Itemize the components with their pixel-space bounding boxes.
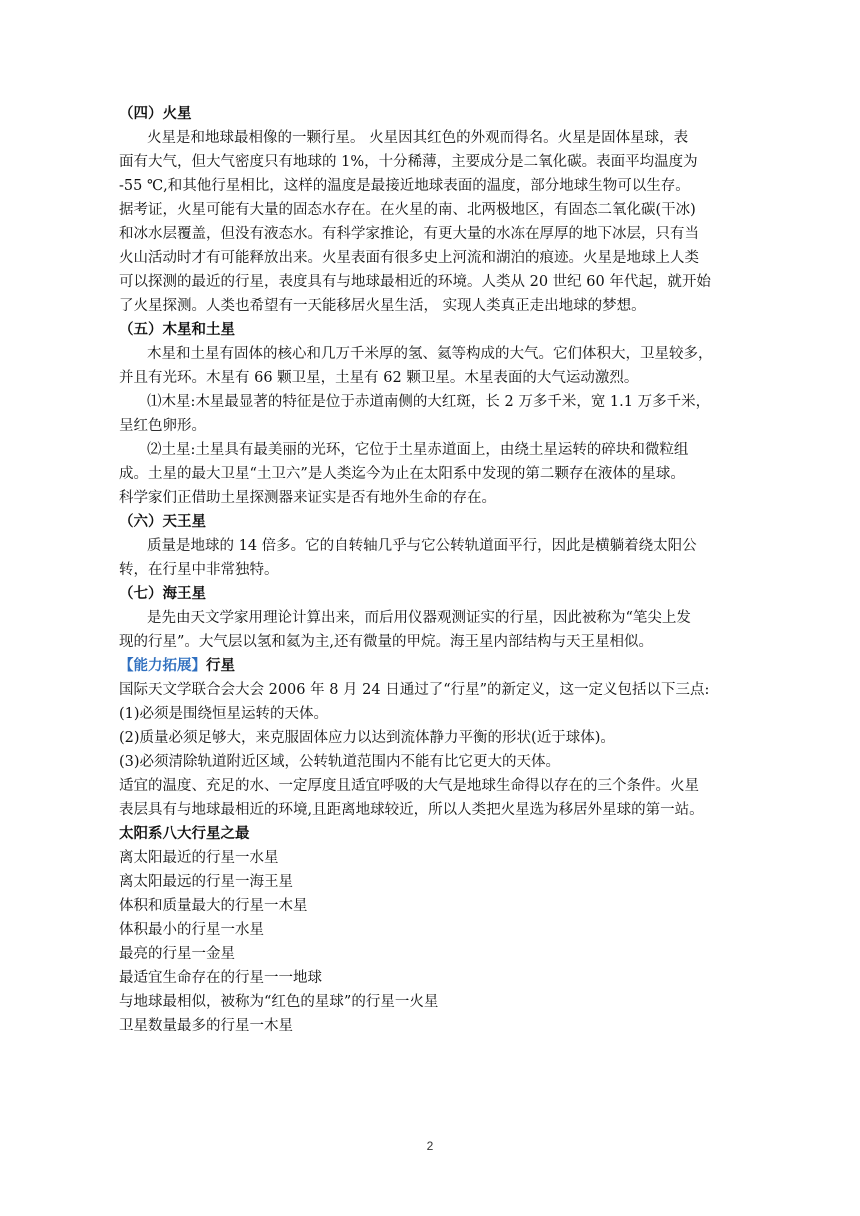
paragraph-line: 面有大气，但大气密度只有地球的 1%，十分稀薄，主要成分是二氧化碳。表面平均温度为 [119,154,698,170]
list-item: 离太阳最远的行星一海王星 [119,874,293,890]
paragraph-line: 并且有光环。木星有 66 颗卫星，土星有 62 颗卫星。木星表面的大气运动激烈。 [119,370,639,386]
paragraph-line: 是先由天文学家用理论计算出来，而后用仪器观测证实的行星，因此被称为“笔尖上发 [147,610,691,626]
paragraph-line: 成。土星的最大卫星“土卫六”是人类迄今为止在太阳系中发现的第二颗存在液体的星球。 [119,466,685,482]
paragraph-line: 现的行星”。大气层以氢和氦为主,还有微量的甲烷。海王星内部结构与天王星相似。 [119,634,654,650]
section-heading-superlatives: 太阳系八大行星之最 [119,826,250,842]
section-heading-extension [119,654,747,678]
paragraph-line: 科学家们正借助土星探测器来证实是否有地外生命的存在。 [119,490,496,506]
paragraph-line: 转，在行星中非常独特。 [119,562,279,578]
paragraph-line: 表层具有与地球最相近的环境,且距离地球较近，所以人类把火星选为移居外星球的第一站。 [119,802,704,818]
paragraph-line: 适宜的温度、充足的水、一定厚度且适宜呼吸的大气是地球生命得以存在的三个条件。火星 [119,778,699,794]
paragraph-line: 火山活动时才有可能释放出来。火星表面有很多史上河流和湖泊的痕迹。火星是地球上人类 [119,250,699,266]
paragraph-line: 据考证，火星可能有大量的固态水存在。在火星的南、北两极地区，有固态二氧化碳(干冰) [119,202,696,218]
paragraph-line: 了火星探测。人类也希望有一天能移居火星生活， 实现人类真正走出地球的梦想。 [119,298,646,314]
list-item: 卫星数量最多的行星一木星 [119,1018,293,1034]
paragraph-line: 质量是地球的 14 倍多。它的自转轴几乎与它公转轨道面平行，因此是横躺着绕太阳公 [147,538,697,554]
page-number: 2 [426,1139,434,1153]
list-item: 体积最小的行星一水星 [119,922,264,938]
list-item: 体积和质量最大的行星一木星 [119,898,308,914]
extension-tag: 【能力拓展】 [119,658,206,674]
list-item: 最亮的行星一金星 [119,946,235,962]
section-heading-neptune: （七）海王星 [119,586,206,602]
section-heading-mars: （四）火星 [119,106,192,122]
list-item: 离太阳最近的行星一水星 [119,850,279,866]
paragraph-line: 火星是和地球最相像的一颗行星。 火星因其红色的外观而得名。火星是固体星球，表 [147,130,689,146]
list-item: (2)质量必须足够大，来克服固体应力以达到流体静力平衡的形状(近于球体)。 [119,730,615,746]
list-item: (1)必须是围绕恒星运转的天体。 [119,706,329,722]
paragraph-line: -55 ℃,和其他行星相比，这样的温度是最接近地球表面的温度，部分地球生物可以生存。 [119,178,690,194]
paragraph-line: 呈红色卵形。 [119,418,206,434]
list-item: (3)必须清除轨道附近区域，公转轨道范围内不能有比它更大的天体。 [119,754,561,770]
list-item: 最适宜生命存在的行星一一地球 [119,970,322,986]
paragraph-line: ⑴木星:木星最显著的特征是位于赤道南侧的大红斑，长 2 万多千米，宽 1.1 万多千米， [147,394,711,410]
extension-title: 行星 [206,658,235,674]
section-heading-uranus: （六）天王星 [119,514,206,530]
section-heading-jupiter-saturn: （五）木星和土星 [119,322,235,338]
list-item: 与地球最相似，被称为“红色的星球”的行星一火星 [119,994,439,1010]
paragraph-line: 国际天文学联合会大会 2006 年 8 月 24 日通过了“行星”的新定义，这一定义包括以下三点: [119,682,710,698]
paragraph-line: 可以探测的最近的行星，表度具有与地球最相近的环境。人类从 20 世纪 60 年代起，就开始 [119,274,711,290]
paragraph-line: ⑵土星:土星具有最美丽的光环，它位于土星赤道面上，由绕土星运转的碎块和微粒组 [147,442,689,458]
paragraph-line: 和冰水层覆盖，但没有液态水。有科学家推论，有更大量的水冻在厚厚的地下冰层，只有当 [119,226,699,242]
paragraph-line: 木星和土星有固体的核心和几万千米厚的氢、氦等构成的大气。它们体积大，卫星较多， [147,346,713,362]
